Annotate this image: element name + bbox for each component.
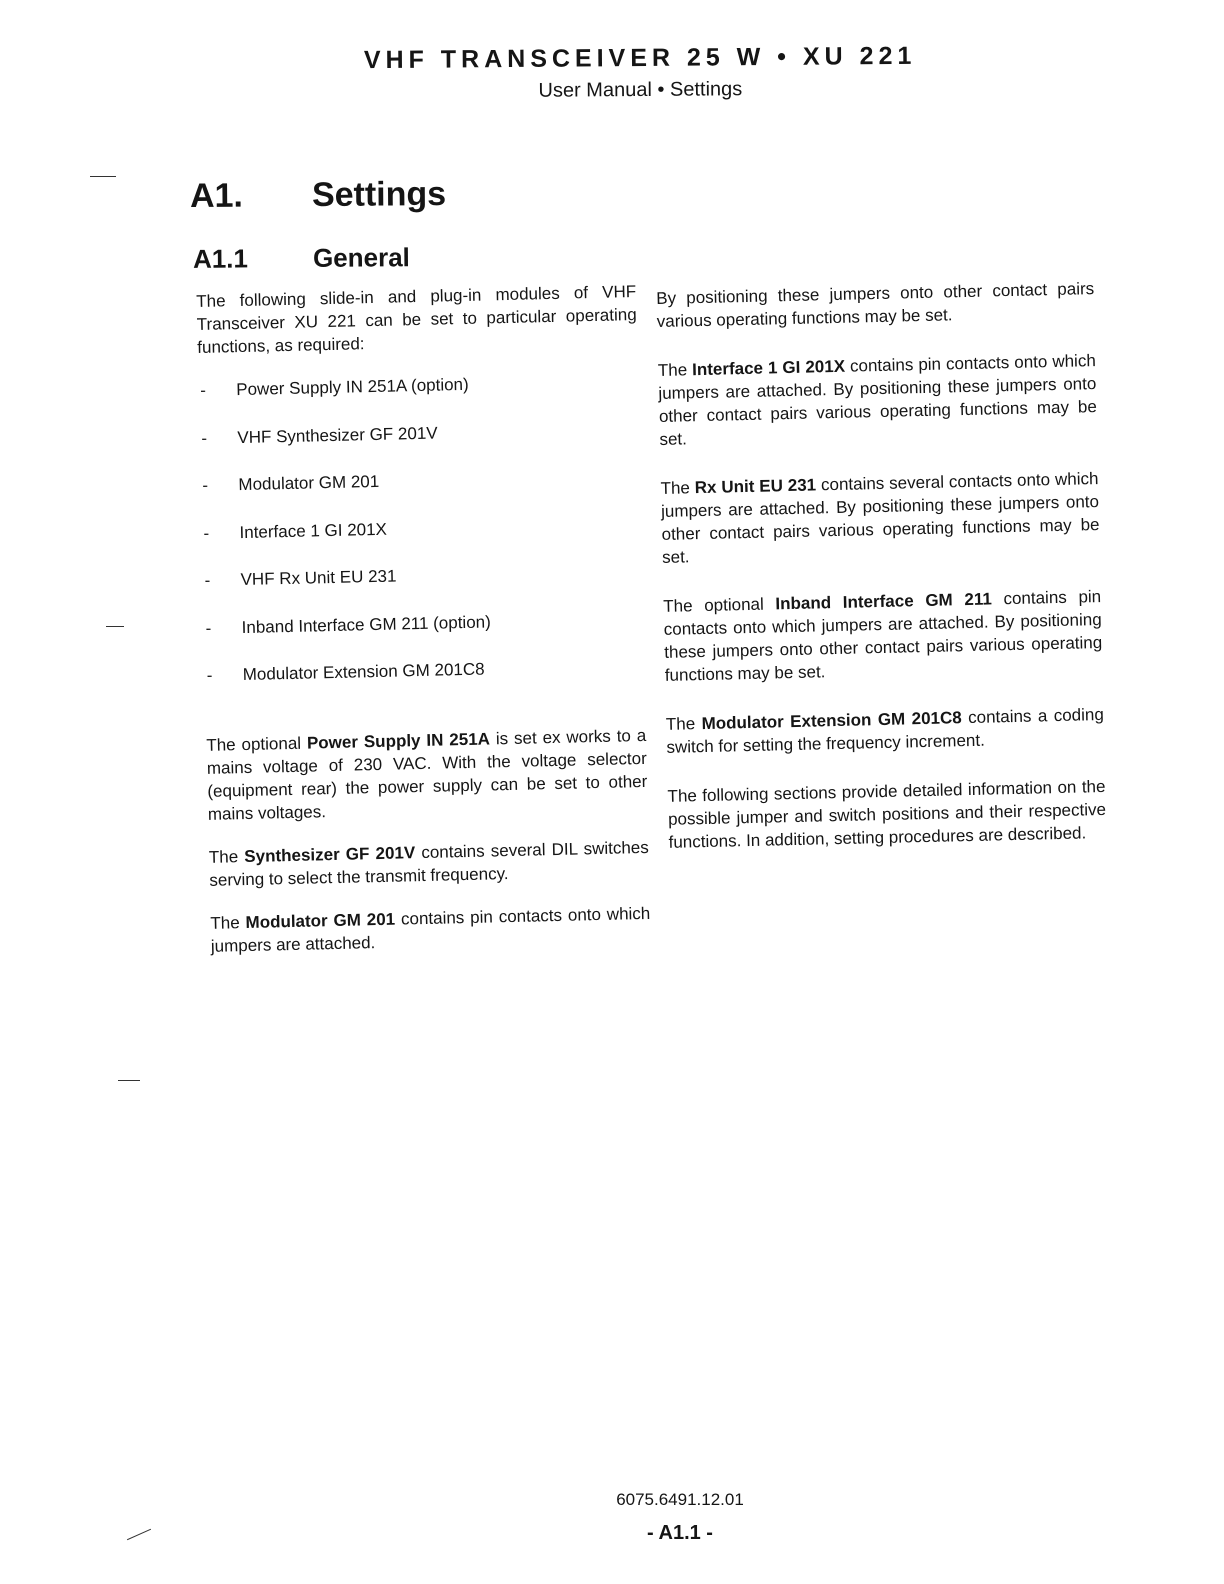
list-marker: - — [206, 665, 213, 685]
text-run: contains several DIL switches serving to select the transmit frequency. — [209, 837, 649, 890]
page-number: - A1.1 - — [647, 1522, 713, 1544]
document-number: 6075.6491.12.01 — [616, 1490, 744, 1509]
text-run: contains several contacts onto which jumpers are attached. By positioning these jumpers onto other contact pairs various operating functions may be set. — [660, 469, 1100, 567]
text-run: The — [660, 478, 695, 498]
subsection-title: General — [312, 242, 410, 273]
section-title: Settings — [311, 174, 447, 215]
text-run: contains pin contacts onto which jumpers are attached. — [210, 903, 651, 956]
intro-paragraph: The following slide-in and plug-in modules of VHF Transceiver XU 221 can be set to particular operating functions, as required: — [196, 282, 637, 357]
module-name: VHF Rx Unit EU 231 — [240, 566, 397, 590]
modulator-paragraph — [210, 901, 651, 957]
list-marker: - — [201, 428, 208, 448]
modulator-continued-paragraph: By positioning these jumpers onto other contact pairs various operating functions may be set. — [656, 279, 1095, 331]
module-list — [198, 369, 645, 711]
module-name: Power Supply IN 251A (option) — [236, 374, 469, 400]
list-marker: - — [204, 570, 211, 590]
rx-unit-paragraph — [660, 467, 1100, 569]
text-run: The optional — [206, 733, 308, 755]
list-marker: - — [203, 523, 210, 543]
inband-paragraph — [663, 585, 1103, 687]
document-title: VHF TRANSCEIVER 25 W • XU 221 — [363, 41, 917, 75]
text-run: The — [665, 714, 702, 734]
module-name: Modulator GM 201 — [238, 471, 380, 495]
subsection-number: A1.1 — [192, 243, 249, 274]
synthesizer-paragraph — [209, 835, 650, 891]
text-run: The — [210, 912, 246, 933]
list-marker: - — [202, 475, 209, 495]
text-run: contains pin contacts onto which jumpers are attached. By positioning these jumpers onto other contact pairs various operating functions may be set. — [663, 586, 1103, 685]
list-marker: - — [200, 380, 207, 400]
interface-paragraph — [658, 349, 1098, 451]
module-name: Inband Interface GM 211 (option) — [241, 611, 491, 637]
module-name: Interface 1 GI 201X — [239, 519, 388, 542]
modulator-extension-paragraph — [666, 703, 1105, 759]
module-emphasis: Modulator Extension GM 201C8 — [701, 708, 962, 734]
list-item — [204, 654, 645, 711]
module-emphasis: Synthesizer GF 201V — [244, 842, 416, 866]
document-subtitle: User Manual • Settings — [538, 78, 743, 102]
text-run: contains a coding switch for setting the frequency increment. — [666, 704, 1105, 757]
scan-mark — [118, 1080, 140, 1081]
text-run: The optional — [663, 594, 776, 616]
module-emphasis: Inband Interface GM 211 — [775, 589, 993, 614]
text-run: The — [208, 846, 245, 867]
text-run: is set ex works to a mains voltage of 230 VAC. With the voltage selector (equipment rear) the power supply can be set to other mains voltages. — [206, 725, 648, 824]
text-run: The — [657, 360, 693, 380]
scan-mark — [106, 626, 124, 627]
module-emphasis: Power Supply IN 251A — [306, 728, 491, 753]
scan-mark — [127, 1529, 151, 1540]
section-heading — [190, 175, 446, 216]
running-header — [300, 41, 980, 104]
subsection-heading — [193, 242, 410, 275]
power-supply-paragraph — [206, 723, 648, 825]
module-emphasis: Interface 1 GI 201X — [691, 356, 846, 380]
text-run: contains pin contacts onto which jumpers are attached. By positioning these jumpers onto other contact pairs various operating functions may be set. — [658, 351, 1098, 449]
left-column — [196, 280, 651, 977]
scan-mark — [90, 176, 116, 177]
module-name: VHF Synthesizer GF 201V — [237, 423, 438, 447]
closing-paragraph: The following sections provide detailed information on the possible jumper and switch positions and their respective functions. In addition, setting procedures are described. — [667, 776, 1107, 852]
module-name: Modulator Extension GM 201C8 — [242, 659, 485, 685]
module-emphasis: Modulator GM 201 — [245, 909, 396, 932]
module-emphasis: Rx Unit EU 231 — [694, 475, 817, 498]
list-marker: - — [205, 618, 212, 638]
right-column — [656, 277, 1107, 880]
section-number: A1. — [189, 176, 244, 216]
